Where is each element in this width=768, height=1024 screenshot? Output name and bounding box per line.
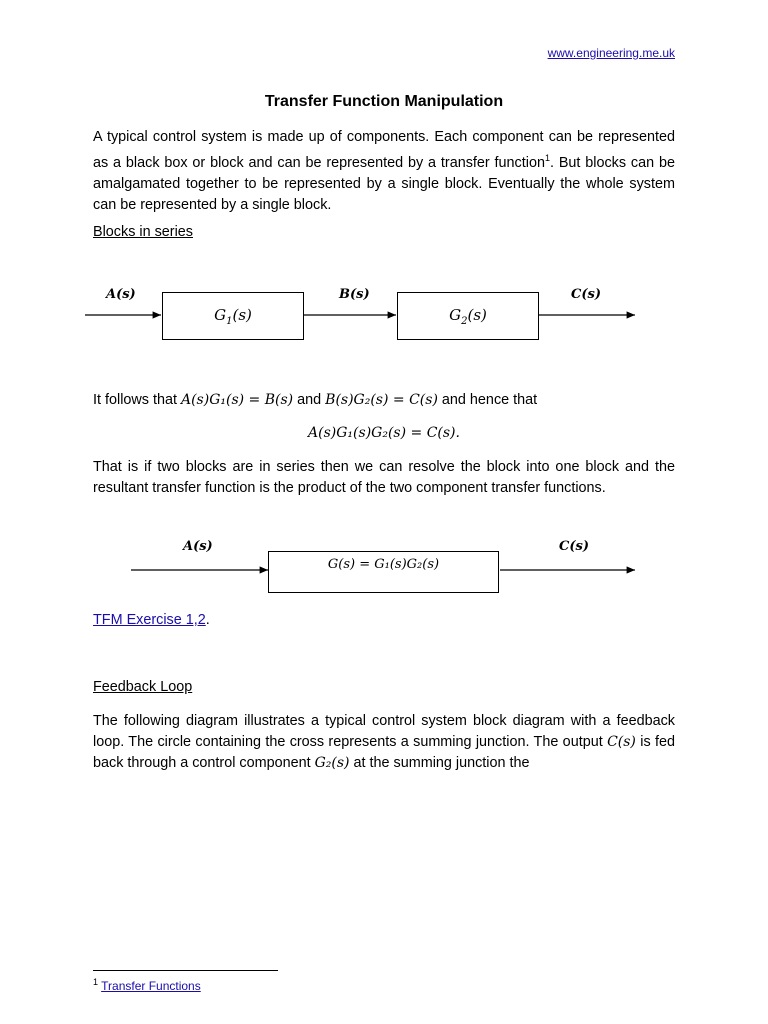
block-combined: G(s) = G₁(s)G₂(s) [268,551,499,593]
footnote-number: 1 [93,977,99,987]
eq1: A(s)G₁(s) = B(s) [180,392,294,408]
page-title: Transfer Function Manipulation [264,93,504,110]
block-g2: $G_2(s)$ [397,292,539,340]
eq2: B(s)G₂(s) = C(s) [325,392,438,408]
series-conclusion: That is if two blocks are in series then we can resolve the block into one block and the resultant transfer function is the product of the two component transfer functions. [93,459,675,496]
exercise-link[interactable]: TFM Exercise 1,2 [93,612,206,628]
intro-text-2: . But blocks can be amalgamated together to be represented by a single block. Eventually the whole system can be represented by a single block. [93,154,675,213]
series-heading: Blocks in series [93,224,193,240]
exercise-line: TFM Exercise 1,2. [93,612,210,628]
feedback-heading: Feedback Loop [93,679,193,695]
footnote-link[interactable]: Transfer Functions [101,979,201,993]
label-A-s-2: A(s) [183,539,213,554]
footnote [93,977,201,993]
follows-line: It follows that A(s)G₁(s) = B(s) and B(s)G₂(s) = C(s) and hence that [93,392,538,408]
feedback-G2-s: G₂(s) [314,755,350,771]
feedback-paragraph: The following diagram illustrates a typical control system block diagram with a feedback loop. The circle containing the cross represents a summing junction. The output C(s) is fed back through a control component G₂(s) at the summing junction the [93,713,675,771]
block-g1: $G_1(s)$ [162,292,304,340]
label-B-s: B(s) [339,287,370,302]
footnote-ref[interactable]: 1 [544,153,550,163]
footnote-divider [93,970,278,971]
label-C-s-2: C(s) [559,539,589,554]
intro-text-1: A typical control system is made up of components. Each component can be represented as a black box or block and can be represented by a transfer function [93,129,675,171]
label-A-s: A(s) [106,287,136,302]
label-C-s: C(s) [571,287,601,302]
centered-equation: A(s)G₁(s)G₂(s) = C(s). [308,425,460,441]
site-link[interactable]: www.engineering.me.uk [547,46,675,60]
feedback-C-s: C(s) [607,734,636,750]
